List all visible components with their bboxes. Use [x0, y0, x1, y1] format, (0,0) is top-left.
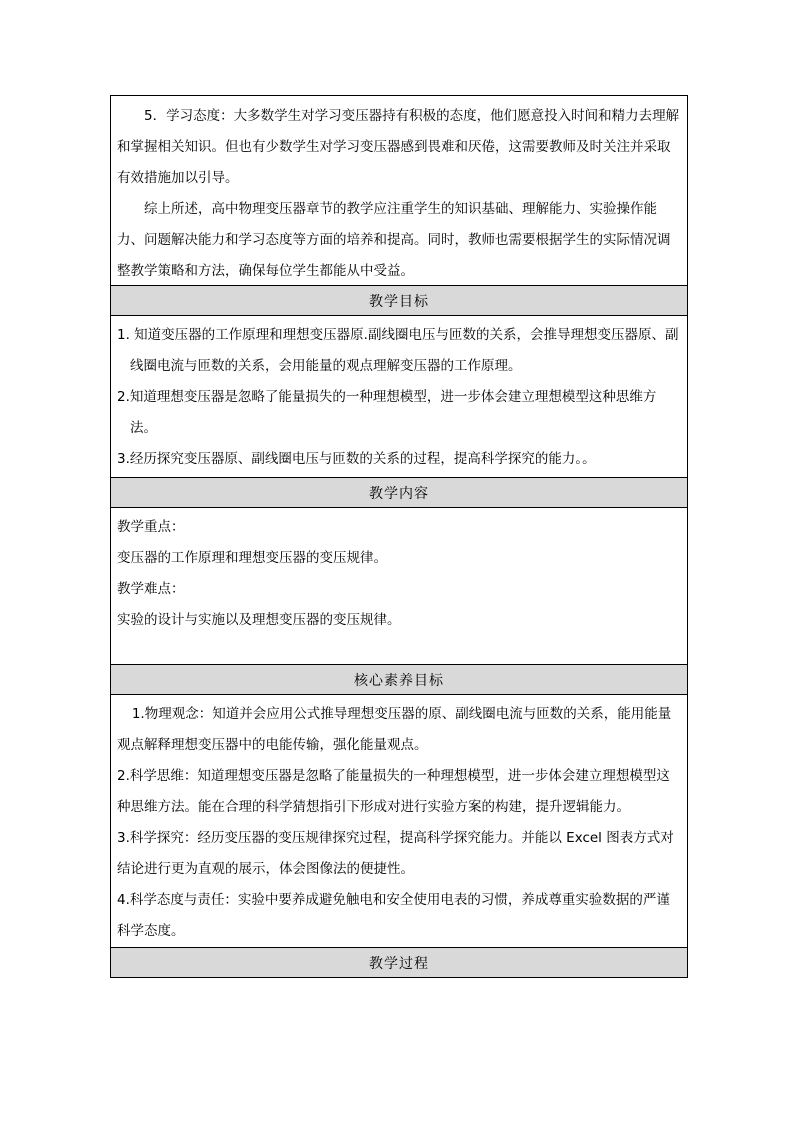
content-header: 教学内容	[111, 478, 688, 508]
lesson-plan-table	[110, 95, 688, 978]
literacy-item: 1.物理观念：知道并会应用公式推导理想变压器的原、副线圈电流与匝数的关系，能用能量观点解释理想变压器中的电能传输，强化能量观点。	[117, 706, 672, 753]
analysis-paragraph: 5．学习态度：大多数学生对学习变压器持有积极的态度，他们愿意投入时间和精力去理解和掌握相关知识。但也有少数学生对学习变压器感到畏难和厌倦，这需要教师及时关注并采取有效措施加以引导。	[117, 108, 680, 186]
objective-item: 2.知道理想变压器是忽略了能量损失的一种理想模型，进一步体会建立理想模型这种思维方法。	[117, 389, 657, 436]
objective-item: 3.经历探究变压器原、副线圈电压与匝数的关系的过程，提高科学探究的能力。。	[117, 451, 596, 467]
literacy-item: 3.科学探究：经历变压器的变压规律探究过程，提高科学探究能力。并能以 Excel 图表方式对结论进行更为直观的展示，体会图像法的便捷性。	[117, 830, 674, 877]
focus-text: 变压器的工作原理和理想变压器的变压规律。	[117, 550, 387, 566]
literacy-item: 4.科学态度与责任：实验中要养成避免触电和安全使用电表的习惯，养成尊重实验数据的严谨科学态度。	[117, 892, 670, 939]
literacy-item: 2.科学思维：知道理想变压器是忽略了能量损失的一种理想模型，进一步体会建立理想模型这种思维方法。能在合理的科学猜想指引下形成对进行实验方案的构建，提升逻辑能力。	[117, 768, 670, 815]
focus-label: 教学重点：	[117, 519, 185, 535]
literacy-cell	[111, 695, 688, 948]
literacy-header: 核心素养目标	[111, 665, 688, 695]
objectives-cell	[111, 316, 688, 478]
content-cell	[111, 508, 688, 665]
process-header: 教学过程	[111, 948, 688, 978]
objectives-header: 教学目标	[111, 286, 688, 316]
analysis-paragraph: 综上所述，高中物理变压器章节的教学应注重学生的知识基础、理解能力、实验操作能力、问题解决能力和学习态度等方面的培养和提高。同时，教师也需要根据学生的实际情况调整教学策略和方法，确保每位学生都能从中受益。	[117, 201, 671, 279]
difficulty-label: 教学难点：	[117, 581, 185, 597]
analysis-cell	[111, 96, 688, 286]
objective-item: 1. 知道变压器的工作原理和理想变压器原.副线圈电压与匝数的关系，会推导理想变压器原、副线圈电流与匝数的关系，会用能量的观点理解变压器的工作原理。	[117, 327, 679, 374]
difficulty-text: 实验的设计与实施以及理想变压器的变压规律。	[117, 612, 401, 628]
